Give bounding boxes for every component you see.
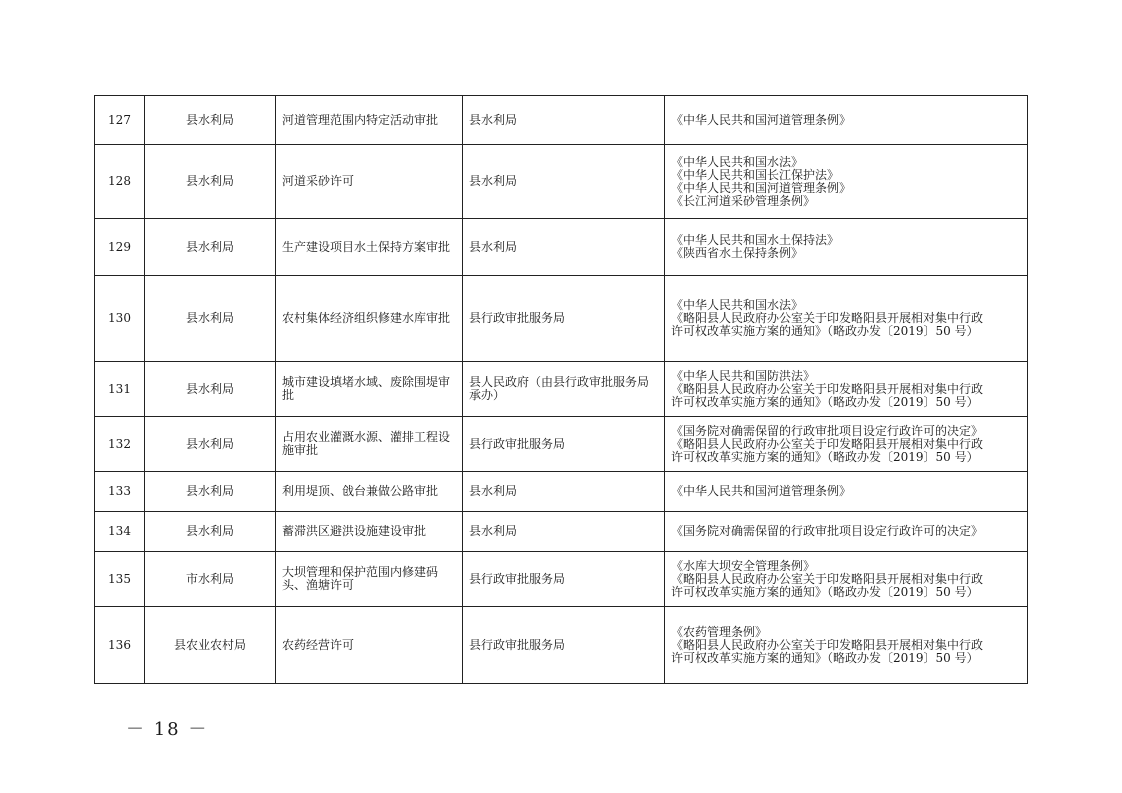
row-number: 132	[95, 417, 145, 472]
item-name-cell: 生产建设项目水土保持方案审批	[276, 219, 463, 276]
row-number: 131	[95, 362, 145, 417]
table-row	[95, 552, 1028, 607]
legal-basis-cell	[665, 362, 1028, 417]
legal-basis-cell	[665, 219, 1028, 276]
legal-basis-line: 《中华人民共和国水法》	[671, 154, 804, 169]
page-number: － 18 －	[126, 719, 209, 740]
department-cell: 县水利局	[145, 362, 276, 417]
legal-basis-line: 许可权改革实施方案的通知》（略政办发〔2019〕50 号）	[671, 650, 979, 665]
table-row	[95, 512, 1028, 552]
table-body	[95, 96, 1028, 684]
legal-basis-line: 《中华人民共和国河道管理条例》	[671, 484, 852, 498]
legal-basis-line: 《长江河道采砂管理条例》	[671, 193, 816, 208]
legal-basis-cell	[665, 145, 1028, 219]
legal-basis-line: 《略阳县人民政府办公室关于印发略阳县开展相对集中行政	[671, 311, 984, 325]
item-name-cell: 河道管理范围内特定活动审批	[276, 96, 463, 145]
legal-basis-line: 《中华人民共和国防洪法》	[671, 368, 816, 383]
item-name-cell: 河道采砂许可	[276, 145, 463, 219]
item-name-cell: 蓄滞洪区避洪设施建设审批	[276, 512, 463, 552]
legal-basis-line: 《中华人民共和国水土保持法》	[671, 233, 840, 247]
table-row	[95, 96, 1028, 145]
legal-basis-line: 许可权改革实施方案的通知》（略政办发〔2019〕50 号）	[671, 449, 979, 464]
handler-cell: 县水利局	[463, 512, 665, 552]
row-number: 129	[95, 219, 145, 276]
table-row	[95, 417, 1028, 472]
table-row	[95, 219, 1028, 276]
legal-basis-line: 《中华人民共和国河道管理条例》	[671, 112, 852, 127]
legal-basis-line: 《国务院对确需保留的行政审批项目设定行政许可的决定》	[671, 524, 984, 538]
department-cell: 县水利局	[145, 219, 276, 276]
handler-cell: 县行政审批服务局	[463, 417, 665, 472]
legal-basis-line: 《中华人民共和国长江保护法》	[671, 167, 840, 182]
legal-basis-line: 《陕西省水土保持条例》	[671, 246, 804, 260]
legal-basis-line: 《略阳县人民政府办公室关于印发略阳县开展相对集中行政	[671, 436, 984, 451]
item-name-cell: 城市建设填堵水域、废除围堤审批	[276, 362, 463, 417]
licensing-items-table	[94, 95, 1028, 684]
department-cell: 县水利局	[145, 512, 276, 552]
legal-basis-line: 《农药管理条例》	[671, 624, 768, 639]
item-name-cell: 农村集体经济组织修建水库审批	[276, 276, 463, 362]
item-name-cell: 大坝管理和保护范围内修建码头、渔塘许可	[276, 552, 463, 607]
row-number: 135	[95, 552, 145, 607]
handler-cell: 县水利局	[463, 145, 665, 219]
row-number: 128	[95, 145, 145, 219]
legal-basis-line: 许可权改革实施方案的通知》（略政办发〔2019〕50 号）	[671, 584, 979, 599]
row-number: 130	[95, 276, 145, 362]
legal-basis-line: 《略阳县人民政府办公室关于印发略阳县开展相对集中行政	[671, 637, 984, 652]
legal-basis-line: 《中华人民共和国水法》	[671, 298, 804, 312]
row-number: 134	[95, 512, 145, 552]
department-cell: 县水利局	[145, 145, 276, 219]
department-cell: 县水利局	[145, 96, 276, 145]
handler-cell: 县行政审批服务局	[463, 607, 665, 684]
row-number: 136	[95, 607, 145, 684]
table-row	[95, 276, 1028, 362]
legal-basis-cell	[665, 552, 1028, 607]
handler-cell: 县人民政府（由县行政审批服务局承办）	[463, 362, 665, 417]
table-row	[95, 145, 1028, 219]
handler-cell: 县水利局	[463, 472, 665, 512]
table-row	[95, 472, 1028, 512]
handler-cell: 县行政审批服务局	[463, 552, 665, 607]
handler-cell: 县行政审批服务局	[463, 276, 665, 362]
table-row	[95, 607, 1028, 684]
legal-basis-line: 《中华人民共和国河道管理条例》	[671, 180, 852, 195]
legal-basis-line: 许可权改革实施方案的通知》（略政办发〔2019〕50 号）	[671, 324, 979, 338]
department-cell: 县农业农村局	[145, 607, 276, 684]
legal-basis-cell	[665, 472, 1028, 512]
legal-basis-cell	[665, 417, 1028, 472]
department-cell: 市水利局	[145, 552, 276, 607]
legal-basis-cell	[665, 607, 1028, 684]
handler-cell: 县水利局	[463, 219, 665, 276]
legal-basis-cell	[665, 512, 1028, 552]
legal-basis-line: 许可权改革实施方案的通知》（略政办发〔2019〕50 号）	[671, 394, 979, 409]
department-cell: 县水利局	[145, 417, 276, 472]
legal-basis-cell	[665, 96, 1028, 145]
legal-basis-line: 《略阳县人民政府办公室关于印发略阳县开展相对集中行政	[671, 381, 984, 396]
handler-cell: 县水利局	[463, 96, 665, 145]
legal-basis-line: 《水库大坝安全管理条例》	[671, 558, 816, 573]
item-name-cell: 农药经营许可	[276, 607, 463, 684]
row-number: 133	[95, 472, 145, 512]
department-cell: 县水利局	[145, 472, 276, 512]
item-name-cell: 占用农业灌溉水源、灌排工程设施审批	[276, 417, 463, 472]
department-cell: 县水利局	[145, 276, 276, 362]
legal-basis-cell	[665, 276, 1028, 362]
item-name-cell: 利用堤顶、戗台兼做公路审批	[276, 472, 463, 512]
legal-basis-line: 《略阳县人民政府办公室关于印发略阳县开展相对集中行政	[671, 571, 984, 586]
table-row	[95, 362, 1028, 417]
legal-basis-line: 《国务院对确需保留的行政审批项目设定行政许可的决定》	[671, 423, 984, 438]
row-number: 127	[95, 96, 145, 145]
